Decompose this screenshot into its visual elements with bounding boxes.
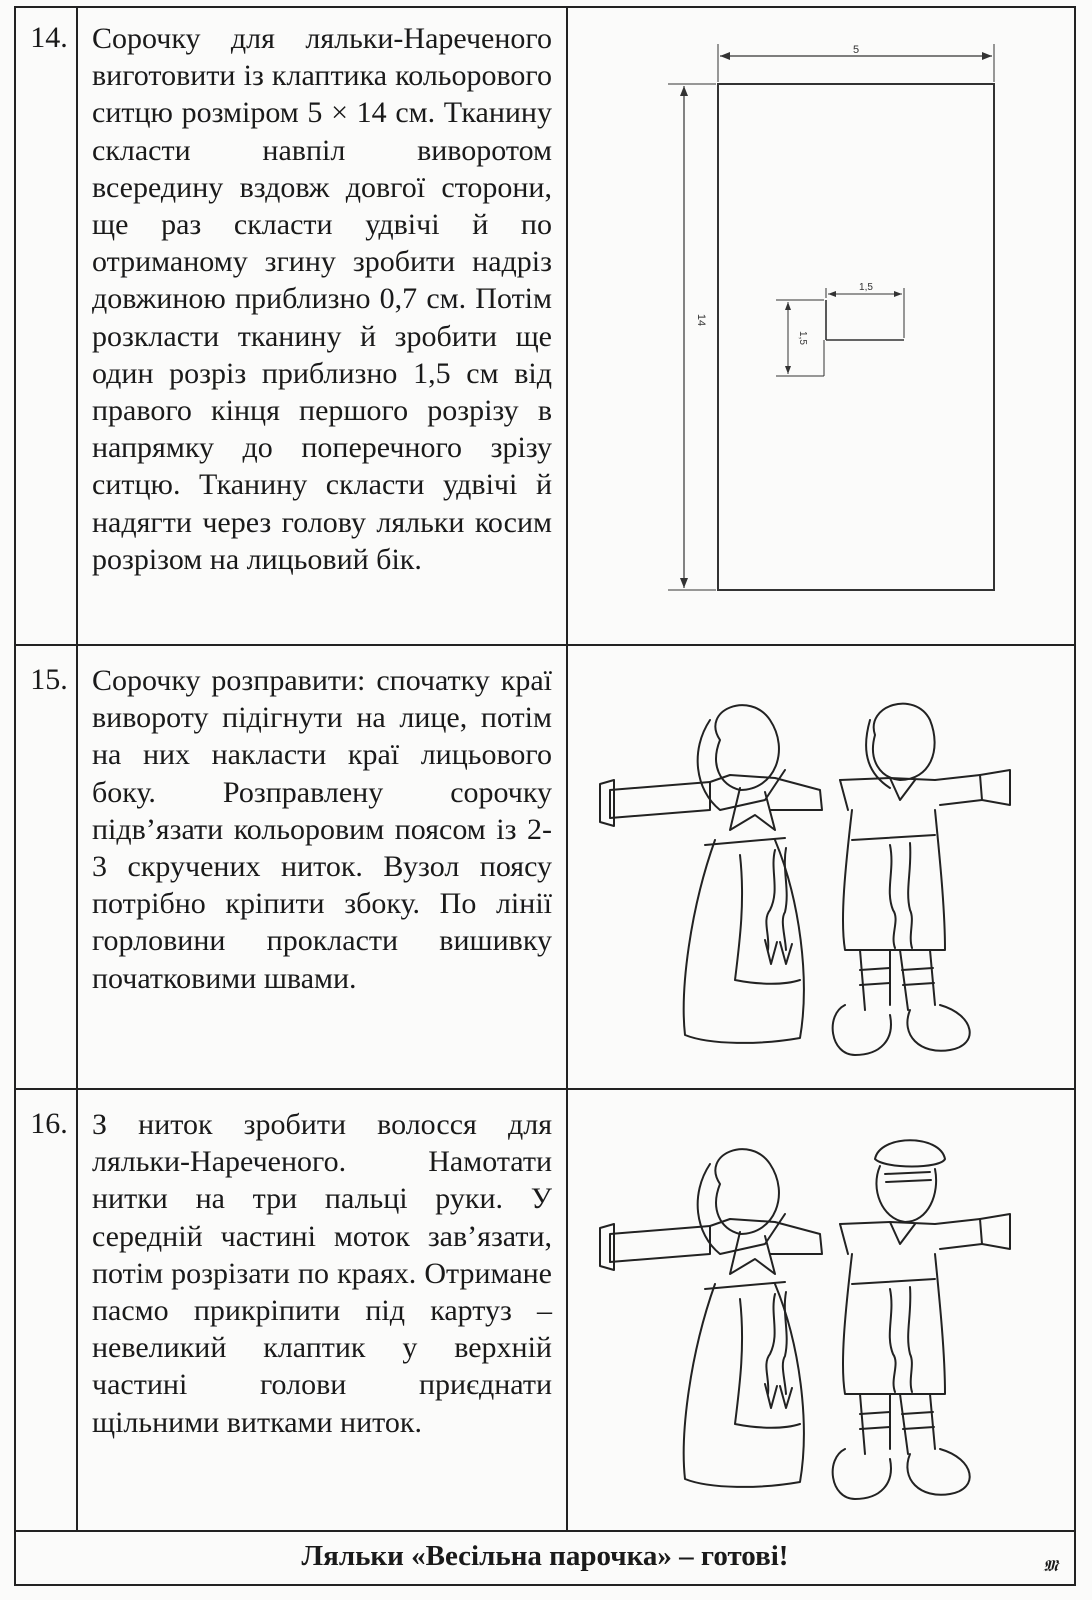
step-text: З ниток зробити волосся для ляльки-Нареченого. Намотати нитки на три пальці руки. У середній частині моток зав’язати, потім розрізати по краях. Отримане пасмо прикріпити під картуз – невеликий клаптик у верхній частині голови приєднати щільними витками ниток. [92,1108,552,1439]
dimension-label-cut-horizontal: 1,5 [859,282,873,293]
dimension-label-cut-vertical: 1,5 [797,331,808,345]
step-number: 14. [30,21,68,54]
step-number: 15. [30,663,68,696]
row-divider-1 [14,644,1076,646]
column-divider-figure [566,6,568,1532]
row-divider-2 [14,1088,1076,1090]
step-number: 16. [30,1107,68,1140]
dimension-label-width: 5 [852,44,860,56]
step-text: Сорочку розправити: спочатку краї вивороту підігнути на лице, потім на них накласти краї лицьового боку. Розправлену сорочку підв’язати кольоровим поясом із 2-3 скручених ниток. Вузол поясу потрібно кріпити збоку. По лінії горловини прокласти вишивку початковими швами. [92,664,552,995]
dolls-illustration-shirt [590,680,1040,1070]
pattern-diagram [660,38,1040,598]
step-text: Сорочку для ляльки-Нареченого виготовити із клаптика кольорового ситцю розміром 5 × 14 см. Тканину скласти навпіл виворотом всередину вздовж довгої сторони, ще раз скласти удвічі й по отриманому згину зробити надріз довжиною приблизно 0,7 см. Потім розкласти тканину й зробити ще один розріз приблизно 1,5 см від правого кінця першого розрізу в напрямку до поперечного зрізу ситцю. Тканину скласти удвічі й надягти через голову ляльки косим розрізом на лицьовий бік. [92,22,552,576]
publisher-logo: 𝕸 [1043,1558,1058,1575]
column-divider-number [76,6,78,1532]
dolls-illustration-hair [590,1124,1040,1514]
dimension-label-length: 14 [695,313,707,327]
completion-footer: Ляльки «Весільна парочка» – готові! [301,1540,789,1572]
